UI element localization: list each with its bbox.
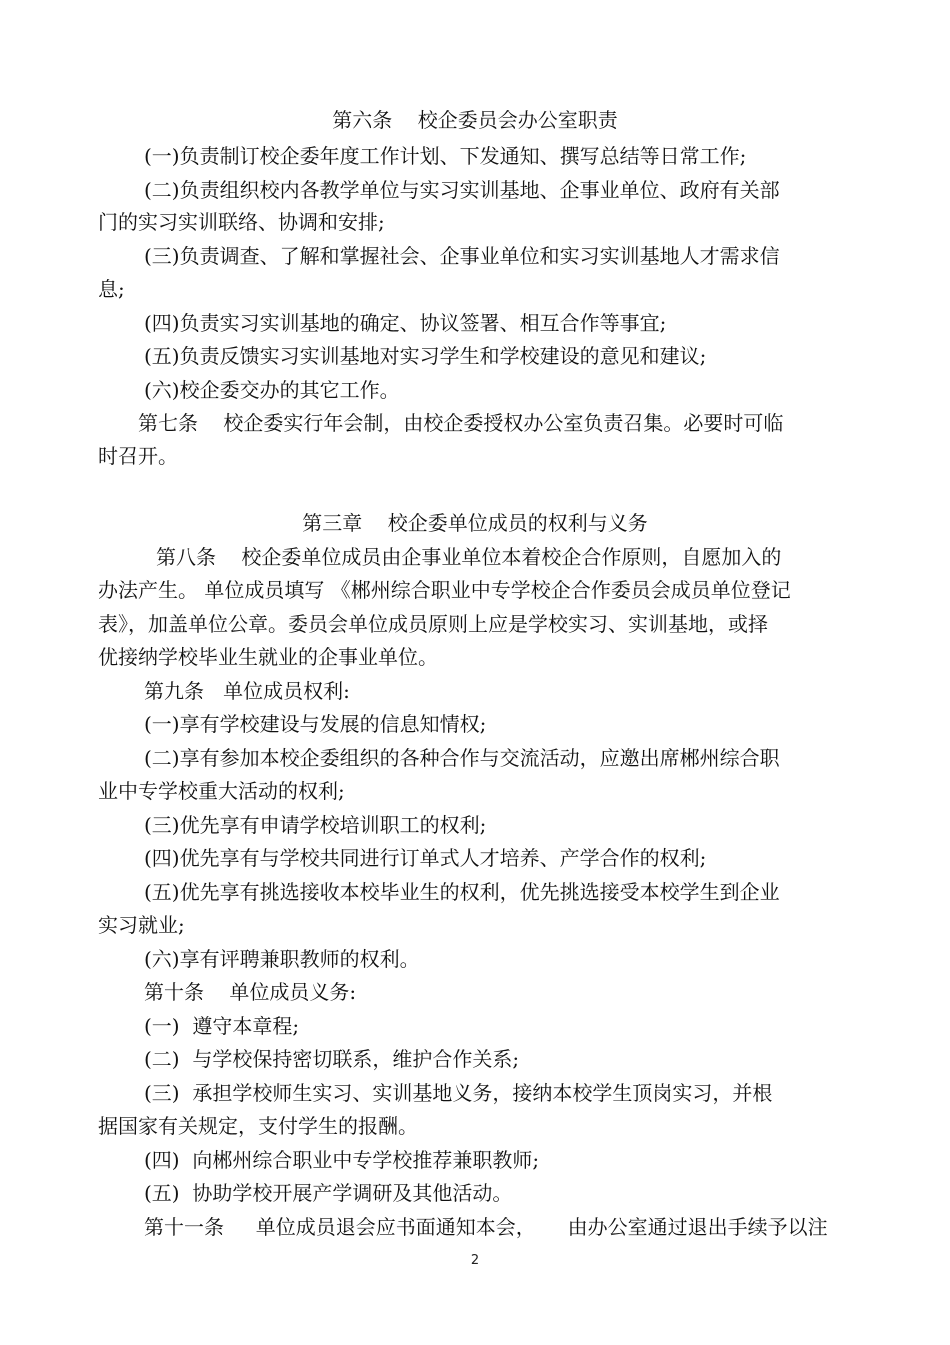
article7-line-1: 第七条 校企委实行年会制，由校企委授权办公室负责召集。必要时可临: [138, 411, 784, 435]
article10-line-6: (四) 向郴州综合职业中专学校推荐兼职教师;: [144, 1148, 540, 1172]
article6-line-8: (六)校企委交办的其它工作。: [144, 378, 400, 402]
article9-line-3: (二)享有参加本校企委组织的各种合作与交流活动，应邀出席郴州综合职: [144, 746, 780, 770]
article6-line-6: (四)负责实习实训基地的确定、协议签署、相互合作等事宜;: [144, 311, 667, 335]
article10-line-5: 据国家有关规定，支付学生的报酬。: [98, 1114, 418, 1138]
article7-line-2: 时召开。: [98, 444, 178, 468]
article9-line-1: 第九条 单位成员权利:: [144, 679, 350, 703]
article9-line-6: (四)优先享有与学校共同进行订单式人才培养、产学合作的权利;: [144, 846, 707, 870]
article9-line-2: (一)享有学校建设与发展的信息知情权;: [144, 712, 487, 736]
chapter3-heading: 第三章 校企委单位成员的权利与义务: [302, 511, 648, 535]
article6-line-4: (三)负责调查、了解和掌握社会、企事业单位和实习实训基地人才需求信: [144, 244, 780, 268]
article9-line-5: (三)优先享有申请学校培训职工的权利;: [144, 813, 487, 837]
article10-line-3: (二) 与学校保持密切联系，维护合作关系;: [144, 1047, 520, 1071]
article6-heading: 第六条 校企委员会办公室职责: [332, 108, 618, 132]
article8-line-2: 办法产生。 单位成员填写 《郴州综合职业中专学校企合作委员会成员单位登记: [98, 578, 791, 602]
page-number: 2: [470, 1253, 480, 1268]
article6-line-1: (一)负责制订校企委年度工作计划、下发通知、撰写总结等日常工作;: [144, 144, 747, 168]
article10-line-2: (一) 遵守本章程;: [144, 1014, 300, 1038]
article9-line-9: (六)享有评聘兼职教师的权利。: [144, 947, 420, 971]
article10-line-7: (五) 协助学校开展产学调研及其他活动。: [144, 1181, 513, 1205]
article6-line-7: (五)负责反馈实习实训基地对实习学生和学校建设的意见和建议;: [144, 344, 707, 368]
article9-line-4: 业中专学校重大活动的权利;: [98, 779, 345, 803]
article6-line-3: 门的实习实训联络、协调和安排;: [98, 210, 385, 234]
article11-line-1: 第十一条 单位成员退会应书面通知本会， 由办公室通过退出手续予以注: [144, 1215, 828, 1239]
article9-line-8: 实习就业;: [98, 913, 185, 937]
article10-line-4: (三) 承担学校师生实习、实训基地义务，接纳本校学生顶岗实习，并根: [144, 1081, 773, 1105]
article8-line-4: 优接纳学校毕业生就业的企事业单位。: [98, 645, 438, 669]
article9-line-7: (五)优先享有挑选接收本校毕业生的权利，优先挑选接受本校学生到企业: [144, 880, 780, 904]
article6-line-5: 息;: [98, 277, 125, 301]
article10-line-1: 第十条 单位成员义务:: [144, 980, 357, 1004]
article8-line-3: 表》，加盖单位公章。委员会单位成员原则上应是学校实习、实训基地，或择: [98, 612, 768, 636]
article6-line-2: (二)负责组织校内各教学单位与实习实训基地、企事业单位、政府有关部: [144, 178, 780, 202]
article8-line-1: 第八条 校企委单位成员由企事业单位本着校企合作原则，自愿加入的: [156, 545, 782, 569]
